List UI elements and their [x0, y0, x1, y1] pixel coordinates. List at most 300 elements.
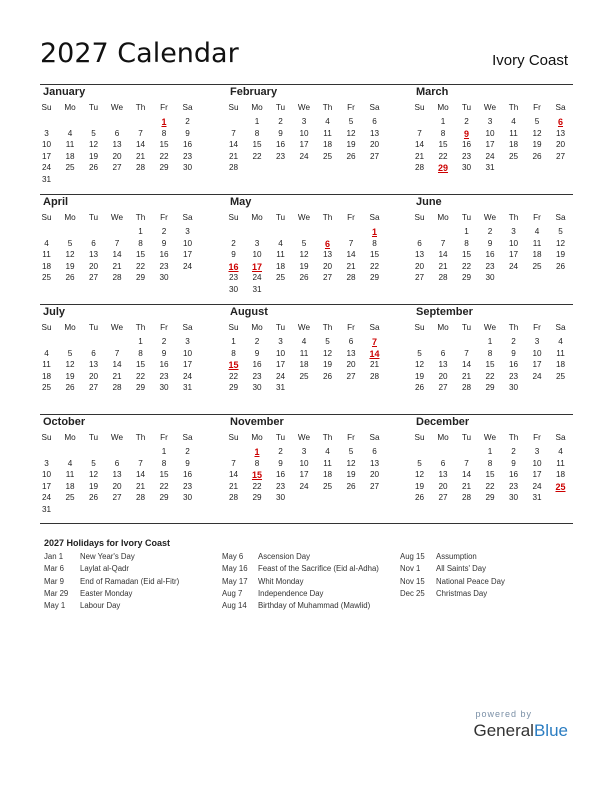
day-cell[interactable]: 28 — [369, 371, 380, 381]
day-cell[interactable]: 2 — [464, 117, 469, 126]
day-cell[interactable]: 22 — [461, 261, 472, 271]
day-cell[interactable]: 6 — [440, 458, 446, 468]
day-cell[interactable]: 11 — [42, 250, 51, 260]
day-cell[interactable]: 11 — [299, 348, 309, 358]
day-cell[interactable]: 24 — [41, 163, 52, 173]
day-cell[interactable]: 20 — [369, 140, 380, 150]
day-cell[interactable]: 19 — [346, 470, 356, 480]
day-cell[interactable]: 4 — [325, 117, 330, 126]
day-cell[interactable]: 21 — [461, 371, 472, 381]
day-cell[interactable]: 4 — [558, 447, 563, 456]
day-cell[interactable]: 13 — [112, 470, 122, 480]
day-cell[interactable]: 18 — [322, 140, 333, 150]
day-cell[interactable]: 1 — [231, 337, 236, 346]
day-cell[interactable]: 16 — [275, 140, 286, 150]
day-cell[interactable]: 26 — [346, 481, 356, 491]
day-cell[interactable]: 5 — [348, 447, 354, 456]
day-cell[interactable]: 10 — [41, 140, 52, 150]
day-cell[interactable]: 10 — [299, 128, 309, 138]
day-cell[interactable]: 3 — [44, 458, 49, 468]
day-cell[interactable]: 21 — [135, 481, 146, 491]
day-cell[interactable]: 23 — [182, 151, 193, 161]
holiday-day-cell[interactable]: 17 — [251, 261, 262, 272]
day-cell[interactable]: 24 — [508, 261, 519, 271]
day-cell[interactable]: 9 — [231, 250, 236, 260]
day-cell[interactable]: 3 — [511, 227, 516, 236]
day-cell[interactable]: 8 — [464, 238, 469, 248]
day-cell[interactable]: 30 — [275, 493, 286, 503]
day-cell[interactable]: 13 — [369, 128, 380, 138]
day-cell[interactable]: 17 — [275, 360, 286, 370]
day-cell[interactable]: 6 — [440, 348, 446, 358]
day-cell[interactable]: 24 — [252, 273, 262, 283]
day-cell[interactable]: 19 — [322, 360, 333, 370]
day-cell[interactable]: 27 — [438, 383, 448, 393]
day-cell[interactable]: 6 — [114, 458, 120, 468]
day-cell[interactable]: 7 — [464, 348, 469, 358]
day-cell[interactable]: 20 — [112, 481, 122, 491]
day-cell[interactable]: 19 — [346, 140, 356, 150]
day-cell[interactable]: 23 — [508, 481, 519, 491]
day-cell[interactable]: 5 — [348, 117, 354, 126]
day-cell[interactable]: 25 — [299, 371, 309, 381]
day-cell[interactable]: 6 — [417, 238, 422, 248]
day-cell[interactable]: 12 — [532, 128, 542, 138]
day-cell[interactable]: 6 — [372, 117, 377, 126]
day-cell[interactable]: 30 — [159, 383, 169, 393]
day-cell[interactable]: 1 — [138, 337, 143, 346]
day-cell[interactable]: 5 — [558, 227, 563, 236]
day-cell[interactable]: 30 — [461, 163, 472, 173]
day-cell[interactable]: 29 — [135, 273, 146, 283]
day-cell[interactable]: 30 — [252, 383, 262, 393]
day-cell[interactable]: 7 — [231, 458, 236, 468]
day-cell[interactable]: 10 — [41, 470, 52, 480]
day-cell[interactable]: 15 — [485, 470, 495, 480]
day-cell[interactable]: 16 — [182, 140, 193, 150]
day-cell[interactable]: 10 — [252, 250, 262, 260]
day-cell[interactable]: 26 — [88, 493, 99, 503]
day-cell[interactable]: 24 — [299, 151, 309, 161]
day-cell[interactable]: 18 — [555, 470, 566, 480]
holiday-day-cell[interactable]: 1 — [371, 227, 377, 237]
day-cell[interactable]: 19 — [65, 371, 75, 381]
day-cell[interactable]: 14 — [228, 470, 239, 480]
day-cell[interactable]: 6 — [91, 348, 96, 358]
day-cell[interactable]: 15 — [159, 470, 169, 480]
day-cell[interactable]: 5 — [91, 128, 96, 138]
day-cell[interactable]: 10 — [299, 458, 309, 468]
day-cell[interactable]: 27 — [112, 163, 122, 173]
day-cell[interactable]: 8 — [161, 458, 167, 468]
day-cell[interactable]: 21 — [135, 151, 146, 161]
holiday-day-cell[interactable]: 15 — [251, 470, 262, 481]
day-cell[interactable]: 9 — [511, 348, 516, 358]
day-cell[interactable]: 13 — [555, 128, 566, 138]
day-cell[interactable]: 27 — [555, 151, 566, 161]
day-cell[interactable]: 21 — [228, 151, 239, 161]
day-cell[interactable]: 26 — [322, 371, 333, 381]
day-cell[interactable]: 4 — [325, 447, 330, 456]
day-cell[interactable]: 7 — [114, 238, 120, 248]
day-cell[interactable]: 17 — [41, 481, 52, 491]
day-cell[interactable]: 18 — [65, 151, 75, 161]
day-cell[interactable]: 22 — [135, 261, 146, 271]
day-cell[interactable]: 15 — [159, 140, 169, 150]
day-cell[interactable]: 18 — [508, 140, 519, 150]
holiday-day-cell[interactable]: 9 — [463, 128, 469, 139]
day-cell[interactable]: 4 — [278, 238, 283, 248]
day-cell[interactable]: 10 — [532, 458, 542, 468]
day-cell[interactable]: 28 — [461, 493, 472, 503]
day-cell[interactable]: 3 — [487, 117, 493, 126]
brand-logo[interactable] — [473, 721, 568, 741]
day-cell[interactable]: 4 — [301, 337, 307, 346]
day-cell[interactable]: 22 — [438, 151, 448, 161]
day-cell[interactable]: 4 — [534, 227, 540, 236]
day-cell[interactable]: 16 — [159, 360, 169, 370]
day-cell[interactable]: 11 — [532, 238, 542, 248]
day-cell[interactable]: 26 — [532, 151, 542, 161]
day-cell[interactable]: 24 — [182, 261, 193, 271]
day-cell[interactable]: 23 — [159, 261, 169, 271]
day-cell[interactable]: 22 — [159, 481, 169, 491]
day-cell[interactable]: 25 — [65, 493, 75, 503]
day-cell[interactable]: 23 — [461, 151, 472, 161]
day-cell[interactable]: 11 — [65, 470, 75, 480]
day-cell[interactable]: 5 — [91, 458, 96, 468]
day-cell[interactable]: 9 — [185, 128, 190, 138]
day-cell[interactable]: 31 — [485, 163, 495, 173]
day-cell[interactable]: 3 — [44, 128, 49, 138]
day-cell[interactable]: 17 — [485, 140, 495, 150]
day-cell[interactable]: 15 — [485, 360, 495, 370]
day-cell[interactable]: 21 — [346, 261, 356, 271]
day-cell[interactable]: 23 — [508, 371, 519, 381]
day-cell[interactable]: 2 — [161, 337, 167, 346]
day-cell[interactable]: 6 — [114, 128, 120, 138]
day-cell[interactable]: 8 — [138, 238, 143, 248]
day-cell[interactable]: 4 — [558, 337, 563, 346]
day-cell[interactable]: 7 — [464, 458, 469, 468]
day-cell[interactable]: 14 — [135, 470, 146, 480]
holiday-day-cell[interactable]: 6 — [557, 117, 563, 127]
day-cell[interactable]: 4 — [67, 458, 73, 468]
day-cell[interactable]: 3 — [185, 227, 190, 236]
day-cell[interactable]: 23 — [252, 371, 262, 381]
day-cell[interactable]: 15 — [369, 250, 380, 260]
day-cell[interactable]: 12 — [88, 470, 99, 480]
day-cell[interactable]: 7 — [417, 128, 422, 138]
day-cell[interactable]: 28 — [438, 273, 448, 283]
day-cell[interactable]: 7 — [138, 128, 143, 138]
day-cell[interactable]: 28 — [461, 383, 472, 393]
day-cell[interactable]: 31 — [252, 285, 262, 294]
day-cell[interactable]: 2 — [231, 238, 236, 248]
day-cell[interactable]: 13 — [438, 360, 448, 370]
day-cell[interactable]: 4 — [511, 117, 516, 126]
day-cell[interactable]: 20 — [322, 261, 333, 271]
day-cell[interactable]: 28 — [112, 273, 122, 283]
day-cell[interactable]: 2 — [487, 227, 493, 236]
day-cell[interactable]: 17 — [182, 250, 193, 260]
day-cell[interactable]: 25 — [555, 371, 566, 381]
day-cell[interactable]: 27 — [346, 371, 356, 381]
day-cell[interactable]: 18 — [555, 360, 566, 370]
day-cell[interactable]: 9 — [254, 348, 260, 358]
day-cell[interactable]: 17 — [299, 470, 309, 480]
day-cell[interactable]: 2 — [161, 227, 167, 236]
day-cell[interactable]: 14 — [112, 360, 122, 370]
day-cell[interactable]: 19 — [299, 261, 309, 271]
day-cell[interactable]: 8 — [440, 128, 446, 138]
day-cell[interactable]: 16 — [252, 360, 262, 370]
day-cell[interactable]: 3 — [278, 337, 283, 346]
day-cell[interactable]: 24 — [41, 493, 52, 503]
day-cell[interactable]: 10 — [275, 348, 286, 358]
day-cell[interactable]: 11 — [509, 128, 518, 138]
day-cell[interactable]: 25 — [41, 383, 52, 393]
day-cell[interactable]: 4 — [44, 348, 49, 358]
day-cell[interactable]: 31 — [41, 505, 52, 514]
day-cell[interactable]: 1 — [138, 227, 143, 236]
holiday-day-cell[interactable]: 14 — [369, 348, 380, 359]
day-cell[interactable]: 12 — [414, 470, 425, 480]
day-cell[interactable]: 16 — [461, 140, 472, 150]
day-cell[interactable]: 4 — [44, 238, 49, 248]
day-cell[interactable]: 7 — [440, 238, 446, 248]
day-cell[interactable]: 27 — [369, 151, 380, 161]
day-cell[interactable]: 18 — [41, 371, 52, 381]
day-cell[interactable]: 22 — [485, 481, 495, 491]
day-cell[interactable]: 28 — [135, 163, 146, 173]
holiday-day-cell[interactable]: 29 — [437, 163, 448, 174]
day-cell[interactable]: 3 — [534, 447, 540, 456]
day-cell[interactable]: 24 — [299, 481, 309, 491]
day-cell[interactable]: 24 — [182, 371, 193, 381]
day-cell[interactable]: 7 — [114, 348, 120, 358]
day-cell[interactable]: 5 — [67, 348, 73, 358]
day-cell[interactable]: 20 — [438, 481, 448, 491]
day-cell[interactable]: 10 — [532, 348, 542, 358]
day-cell[interactable]: 30 — [485, 273, 495, 283]
holiday-day-cell[interactable]: 15 — [228, 360, 239, 371]
day-cell[interactable]: 6 — [372, 447, 377, 456]
day-cell[interactable]: 15 — [461, 250, 472, 260]
day-cell[interactable]: 15 — [135, 360, 146, 370]
day-cell[interactable]: 12 — [346, 128, 356, 138]
day-cell[interactable]: 12 — [299, 250, 309, 260]
day-cell[interactable]: 27 — [369, 481, 380, 491]
day-cell[interactable]: 1 — [254, 117, 260, 126]
day-cell[interactable]: 24 — [275, 371, 286, 381]
day-cell[interactable]: 13 — [112, 140, 122, 150]
day-cell[interactable]: 20 — [438, 371, 448, 381]
holiday-day-cell[interactable]: 6 — [324, 238, 330, 249]
day-cell[interactable]: 8 — [254, 458, 260, 468]
day-cell[interactable]: 5 — [417, 348, 422, 358]
day-cell[interactable]: 29 — [485, 383, 495, 393]
day-cell[interactable]: 2 — [278, 447, 283, 456]
holiday-day-cell[interactable]: 7 — [371, 337, 377, 347]
day-cell[interactable]: 17 — [299, 140, 309, 150]
day-cell[interactable]: 31 — [532, 493, 542, 503]
day-cell[interactable]: 13 — [322, 250, 333, 260]
day-cell[interactable]: 20 — [88, 261, 99, 271]
day-cell[interactable]: 21 — [112, 371, 122, 381]
day-cell[interactable]: 25 — [41, 273, 52, 283]
day-cell[interactable]: 22 — [135, 371, 146, 381]
day-cell[interactable]: 18 — [299, 360, 309, 370]
day-cell[interactable]: 30 — [228, 285, 239, 294]
day-cell[interactable]: 26 — [555, 261, 566, 271]
day-cell[interactable]: 21 — [414, 151, 425, 161]
day-cell[interactable]: 8 — [138, 348, 143, 358]
day-cell[interactable]: 11 — [276, 250, 285, 260]
day-cell[interactable]: 27 — [88, 273, 99, 283]
day-cell[interactable]: 21 — [438, 261, 448, 271]
day-cell[interactable]: 12 — [414, 360, 425, 370]
day-cell[interactable]: 2 — [185, 117, 190, 126]
day-cell[interactable]: 5 — [417, 458, 422, 468]
day-cell[interactable]: 11 — [42, 360, 51, 370]
day-cell[interactable]: 27 — [438, 493, 448, 503]
day-cell[interactable]: 30 — [182, 493, 193, 503]
day-cell[interactable]: 2 — [511, 337, 516, 346]
day-cell[interactable]: 16 — [159, 250, 169, 260]
day-cell[interactable]: 26 — [88, 163, 99, 173]
holiday-day-cell[interactable]: 1 — [254, 447, 260, 457]
day-cell[interactable]: 27 — [88, 383, 99, 393]
day-cell[interactable]: 10 — [182, 238, 193, 248]
day-cell[interactable]: 8 — [161, 128, 167, 138]
day-cell[interactable]: 28 — [135, 493, 146, 503]
day-cell[interactable]: 14 — [461, 470, 472, 480]
day-cell[interactable]: 28 — [414, 163, 425, 173]
day-cell[interactable]: 19 — [414, 371, 425, 381]
day-cell[interactable]: 10 — [485, 128, 495, 138]
day-cell[interactable]: 29 — [485, 493, 495, 503]
day-cell[interactable]: 26 — [65, 383, 75, 393]
day-cell[interactable]: 2 — [185, 447, 190, 456]
day-cell[interactable]: 9 — [487, 238, 493, 248]
day-cell[interactable]: 14 — [135, 140, 146, 150]
day-cell[interactable]: 29 — [369, 273, 380, 283]
day-cell[interactable]: 19 — [414, 481, 425, 491]
day-cell[interactable]: 27 — [112, 493, 122, 503]
day-cell[interactable]: 16 — [182, 470, 193, 480]
day-cell[interactable]: 17 — [532, 360, 542, 370]
day-cell[interactable]: 13 — [369, 458, 380, 468]
day-cell[interactable]: 28 — [228, 493, 239, 503]
holiday-day-cell[interactable]: 1 — [161, 117, 167, 127]
day-cell[interactable]: 18 — [41, 261, 52, 271]
day-cell[interactable]: 16 — [275, 470, 286, 480]
day-cell[interactable]: 17 — [508, 250, 519, 260]
day-cell[interactable]: 21 — [228, 481, 239, 491]
day-cell[interactable]: 31 — [41, 175, 52, 184]
day-cell[interactable]: 16 — [485, 250, 495, 260]
day-cell[interactable]: 30 — [159, 273, 169, 283]
day-cell[interactable]: 26 — [414, 493, 425, 503]
day-cell[interactable]: 12 — [555, 238, 566, 248]
day-cell[interactable]: 9 — [185, 458, 190, 468]
day-cell[interactable]: 14 — [228, 140, 239, 150]
day-cell[interactable]: 3 — [301, 447, 307, 456]
day-cell[interactable]: 21 — [369, 360, 380, 370]
day-cell[interactable]: 29 — [159, 493, 169, 503]
day-cell[interactable]: 9 — [511, 458, 516, 468]
day-cell[interactable]: 22 — [252, 151, 262, 161]
day-cell[interactable]: 7 — [348, 238, 354, 248]
day-cell[interactable]: 1 — [464, 227, 469, 236]
day-cell[interactable]: 25 — [508, 151, 519, 161]
day-cell[interactable]: 10 — [182, 348, 193, 358]
day-cell[interactable]: 13 — [88, 360, 99, 370]
day-cell[interactable]: 6 — [348, 337, 354, 346]
day-cell[interactable]: 21 — [112, 261, 122, 271]
day-cell[interactable]: 28 — [228, 163, 239, 173]
day-cell[interactable]: 15 — [135, 250, 146, 260]
day-cell[interactable]: 13 — [346, 348, 356, 358]
day-cell[interactable]: 12 — [65, 250, 75, 260]
day-cell[interactable]: 20 — [369, 470, 380, 480]
day-cell[interactable]: 13 — [438, 470, 448, 480]
day-cell[interactable]: 19 — [88, 151, 99, 161]
day-cell[interactable]: 29 — [159, 163, 169, 173]
day-cell[interactable]: 21 — [461, 481, 472, 491]
day-cell[interactable]: 6 — [91, 238, 96, 248]
day-cell[interactable]: 22 — [228, 371, 239, 381]
day-cell[interactable]: 5 — [534, 117, 540, 126]
day-cell[interactable]: 20 — [112, 151, 122, 161]
day-cell[interactable]: 2 — [511, 447, 516, 456]
day-cell[interactable]: 7 — [231, 128, 236, 138]
day-cell[interactable]: 16 — [508, 360, 519, 370]
day-cell[interactable]: 23 — [275, 151, 286, 161]
day-cell[interactable]: 30 — [508, 383, 519, 393]
day-cell[interactable]: 17 — [532, 470, 542, 480]
day-cell[interactable]: 27 — [322, 273, 333, 283]
holiday-day-cell[interactable]: 16 — [228, 261, 239, 272]
day-cell[interactable]: 9 — [278, 128, 283, 138]
day-cell[interactable]: 8 — [231, 348, 236, 358]
day-cell[interactable]: 23 — [485, 261, 495, 271]
day-cell[interactable]: 5 — [301, 238, 307, 248]
day-cell[interactable]: 22 — [369, 261, 380, 271]
day-cell[interactable]: 4 — [67, 128, 73, 138]
day-cell[interactable]: 29 — [228, 383, 239, 393]
day-cell[interactable]: 10 — [508, 238, 519, 248]
day-cell[interactable]: 8 — [254, 128, 260, 138]
day-cell[interactable]: 2 — [278, 117, 283, 126]
day-cell[interactable]: 14 — [414, 140, 425, 150]
day-cell[interactable]: 14 — [112, 250, 122, 260]
day-cell[interactable]: 16 — [508, 470, 519, 480]
day-cell[interactable]: 20 — [88, 371, 99, 381]
day-cell[interactable]: 11 — [323, 458, 332, 468]
day-cell[interactable]: 15 — [252, 140, 262, 150]
day-cell[interactable]: 29 — [252, 493, 262, 503]
day-cell[interactable]: 23 — [159, 371, 169, 381]
day-cell[interactable]: 24 — [532, 371, 542, 381]
day-cell[interactable]: 25 — [275, 273, 286, 283]
day-cell[interactable]: 1 — [161, 447, 167, 456]
day-cell[interactable]: 22 — [485, 371, 495, 381]
day-cell[interactable]: 22 — [252, 481, 262, 491]
holiday-day-cell[interactable]: 25 — [555, 481, 566, 492]
day-cell[interactable]: 22 — [159, 151, 169, 161]
